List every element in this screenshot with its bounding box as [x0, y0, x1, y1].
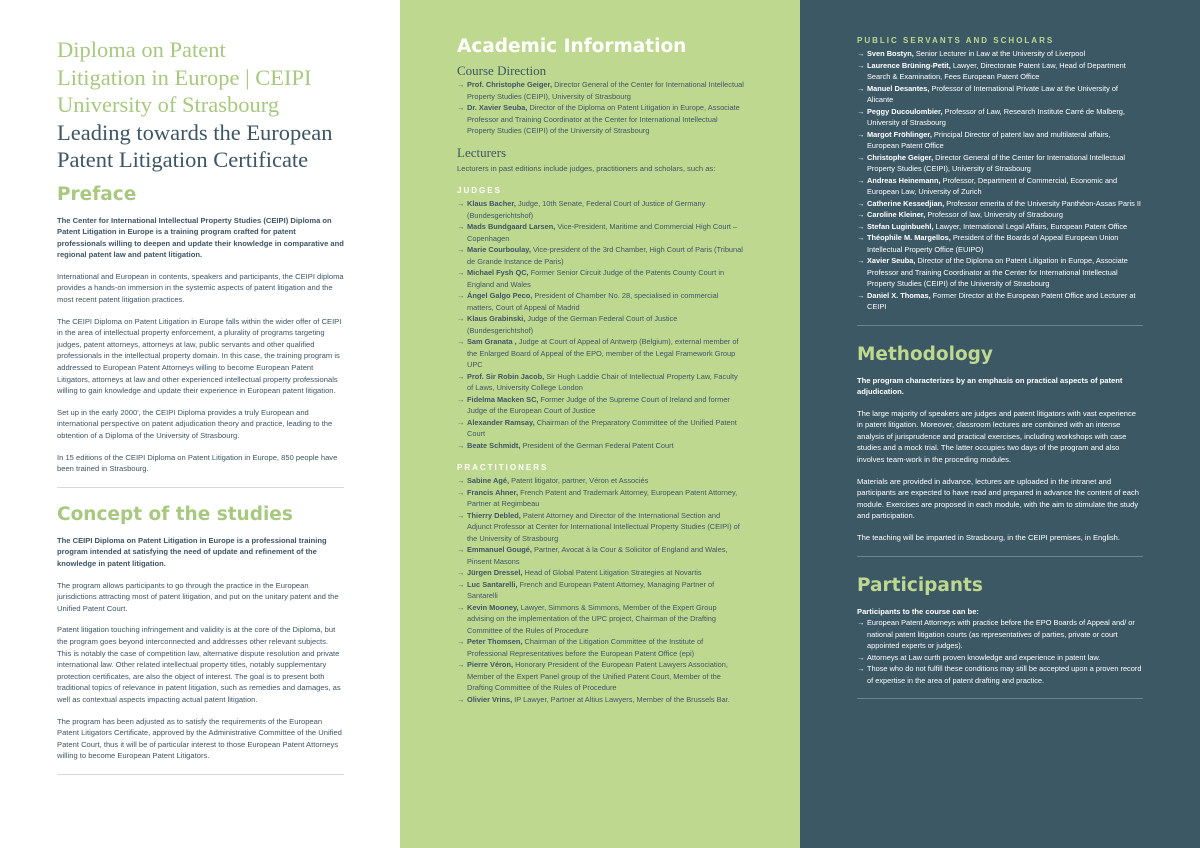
- person-name: Catherine Kessedjian,: [867, 198, 945, 208]
- preface-paragraph: The CEIPI Diploma on Patent Litigation in Europe falls within the wider offer of CEIPI in the area of intellectual property enforcement, a plurality of programs targeting judges, patent attorneys, attorneys at law, public servants and other qualified professionals in the intellectual property domain. In this case, the training program is addressed to European Patent Attorneys willing to become European Patent Litigators, attorneys at law and other experienced intellectual property professionals willing to gain knowledge and update their experience in European patent litigation.: [57, 316, 342, 396]
- person-description: Professor, Department of Commercial, Economic and European Law, University of Zurich: [867, 175, 1118, 196]
- list-item: [457, 602, 744, 637]
- person-description: Chairman of the Litigation Committee of the Institute of Professional Representatives before the European Patent Office (epi): [467, 637, 704, 658]
- person-name: Beate Schmidt,: [467, 440, 521, 450]
- person-name: Jürgen Dressel,: [467, 568, 523, 578]
- person-description: Lawyer, Directorate Patent Law, Head of Department Search & Examination, Fees European Patent Office: [867, 60, 1126, 81]
- person-name: Andreas Heinemann,: [867, 175, 941, 185]
- practitioners-list: [457, 475, 744, 705]
- person-description: Vice-president of the 3rd Chamber, High Court of Paris (Tribunal de Grande Instance de Paris): [467, 245, 743, 266]
- person-description: President of the Boards of Appeal European Union Intellectual Property Office (EUIPO): [867, 233, 1119, 254]
- person-description: Professor emerita of the University Panthéon-Assas Paris II: [944, 198, 1141, 208]
- person-description: Chairman of the Preparatory Committee of the Unified Patent Court: [467, 417, 737, 439]
- person-description: Lawyer, Simmons & Simmons, Member of the Expert Group advising on the implementation of the UPC project, Chairman of the Drafting Committee of the Rules of Procedure: [467, 602, 717, 635]
- list-item: [857, 175, 1143, 198]
- preface-intro: The Center for International Intellectual Property Studies (CEIPI) Diploma on Patent Litigation in Europe is a training program crafted for patent professionals willing to deepen and update their knowledge in comparative and regional patent law and patent litigation.: [57, 215, 344, 260]
- list-item: [857, 221, 1143, 233]
- person-name: Christophe Geiger,: [867, 152, 934, 162]
- person-description: Senior Lecturer in Law at the University of Liverpool: [913, 49, 1086, 58]
- person-name: Klaus Bacher,: [467, 199, 516, 209]
- person-description: Former Judge of the Supreme Court of Ireland and former Judge of the European Court of Justice: [467, 394, 730, 416]
- person-description: President of the German Federal Patent Court: [520, 440, 674, 450]
- column-left: [0, 0, 400, 848]
- concept-paragraph: Patent litigation touching infringement and validity is at the core of the Diploma, but the program goes beyond interconnected and addresses other relevant subjects. This is notably the case of competition law, alternative dispute resolution and private international law. Other related intellectual property titles, notably supplementary protection certificates, are also the object of interest. The goal is to present both traditional topics of relevance in patent litigation, such as remedies and damages, as well as contextual aspects impacting actual patent litigation.: [57, 625, 341, 704]
- list-item: [457, 198, 744, 221]
- person-description: Patent litigator, partner, Véron et Associés: [509, 476, 649, 486]
- person-description: Judge of the German Federal Court of Justice (Bundesgerichtshof): [467, 314, 678, 335]
- methodology-intro: The program characterizes by an emphasis on practical aspects of patent adjudication.: [857, 375, 1123, 397]
- person-description: Professor of law, University of Strasbourg: [925, 210, 1063, 219]
- list-item: [457, 371, 744, 394]
- list-item: [457, 394, 744, 417]
- person-name: Luc Santarelli,: [467, 579, 518, 589]
- list-item: [457, 636, 744, 659]
- divider: [57, 774, 344, 775]
- person-description: Professor of International Private Law at the University of Alicante: [867, 83, 1118, 104]
- list-item: [857, 209, 1143, 221]
- divider: [857, 556, 1143, 557]
- person-name: Théophile M. Margellos,: [867, 233, 951, 242]
- person-name: Marie Courboulay,: [467, 245, 531, 255]
- list-item: [857, 83, 1143, 106]
- list-item: [457, 79, 744, 102]
- person-name: Fidelma Macken SC,: [467, 394, 539, 404]
- list-item: → Those who do not fulfill these conditions may still be accepted upon a proven record of expertise in the area of patent drafting and practice.: [857, 663, 1143, 686]
- person-name: Margot Fröhlinger,: [867, 129, 932, 139]
- divider: [57, 487, 344, 488]
- judges-list: [457, 198, 744, 451]
- divider: [857, 325, 1143, 326]
- lecturers-intro: Lecturers in past editions include judges, practitioners and scholars, such as:: [457, 163, 716, 173]
- person-description: French and European Patent Attorney, Managing Partner of Santarelli: [467, 579, 715, 601]
- list-item: [457, 487, 744, 510]
- list-item: [857, 152, 1143, 175]
- person-name: Peter Thomsen,: [467, 637, 523, 647]
- person-name: Francis Ahner,: [467, 487, 519, 497]
- person-name: Sabine Agé,: [467, 476, 510, 486]
- scholars-list: [857, 48, 1143, 313]
- person-name: Xavier Seuba,: [867, 256, 916, 265]
- list-item: [457, 417, 744, 440]
- participants-list: [857, 617, 1143, 686]
- person-name: Olivier Vrins,: [467, 694, 513, 704]
- column-middle: [400, 0, 800, 848]
- person-name: Alexander Ramsay,: [467, 417, 535, 427]
- list-item: → Attorneys at Law curth proven knowledge and experience in patent law.: [857, 652, 1143, 664]
- academic-information-heading: Academic Information: [457, 36, 687, 57]
- person-description: Director of the Diploma on Patent Litigation in Europe, Associate Professor and Training Coordinator at the Center for International Intellectual Property Studies (CEIPI) of the University of Strasbourg: [867, 256, 1128, 288]
- methodology-paragraph: The teaching will be imparted in Strasbourg, in the CEIPI premises, in English.: [857, 533, 1120, 543]
- person-description: Director of the Diploma on Patent Litigation in Europe, Associate Professor and Training Coordinator at the Center for International Intellectual Property Studies (CEIPI) of the University of Strasbourg: [467, 103, 740, 135]
- column-right: [800, 0, 1200, 848]
- list-item: [457, 694, 744, 706]
- person-name: Prof. Sir Robin Jacob,: [467, 371, 545, 381]
- person-description: President of Chamber No. 28, specialised in commercial matters, Court of Appeal of Madrid: [467, 291, 719, 312]
- list-item: [857, 48, 1143, 60]
- person-name: Pierre Véron,: [467, 660, 514, 670]
- list-item: [857, 60, 1143, 83]
- list-item: [457, 579, 744, 602]
- list-item: [457, 544, 744, 567]
- person-name: Emmanuel Gougé,: [467, 545, 532, 555]
- person-name: Mads Bundgaard Larsen,: [467, 222, 556, 232]
- person-description: Director General of the Center for International Intellectual Property Studies (CEIPI), University of Strasbourg: [867, 152, 1125, 173]
- list-item: [857, 106, 1143, 129]
- methodology-paragraph: The large majority of speakers are judges and patent litigators with vast experience in patent litigation. Moreover, classroom lectures are combined with an intense analysis of jurisprudence and practical exercises, including workshops with case studies and a mock trial. The latter occupies two days of the program and also involves team-work in the proceding modules.: [857, 408, 1137, 465]
- person-description: Judge, 10th Senate, Federal Court of Justice of Germany (Bundesgerichtshof): [467, 199, 706, 220]
- person-description: Head of Global Patent Litigation Strategies at Novartis: [522, 568, 702, 578]
- person-description: French Patent and Trademark Attorney, European Patent Attorney, Partner at Regimbeau: [467, 487, 738, 509]
- practitioners-caption: PRACTITIONERS: [457, 463, 549, 473]
- list-item: [457, 336, 744, 371]
- person-description: Partner, Avocat à la Cour & Solicitor of England and Wales, Pinsent Masons: [467, 545, 728, 566]
- person-name: Michael Fysh QC,: [467, 268, 529, 278]
- person-name: Ángel Galgo Peco,: [467, 291, 533, 301]
- list-item: [457, 313, 744, 336]
- person-description: IP Lawyer, Partner at Altius Lawyers, Member of the Brussels Bar.: [512, 694, 730, 704]
- lecturers-heading: Lecturers: [457, 144, 507, 160]
- list-item: → European Patent Attorneys with practice before the EPO Boards of Appeal and/ or national patent litigation courts (as representatives of parties, private or court appointed experts or judges).: [857, 617, 1143, 652]
- preface-paragraph: International and European in contents, speakers and participants, the CEIPI diploma provides a hands-on immersion in the systemic aspects of patent litigation and the most recent patent litigation practices.: [57, 271, 344, 305]
- list-item: [857, 290, 1143, 313]
- person-name: Sam Granata ,: [467, 337, 517, 347]
- person-name: Manuel Desantes,: [867, 83, 930, 93]
- person-description: Principal Director of patent law and multilateral affairs, European Patent Office: [867, 129, 1111, 150]
- list-item: [457, 290, 744, 313]
- divider: [857, 698, 1143, 699]
- person-name: Peggy Ducoulombier,: [867, 106, 943, 116]
- person-description: Professor of Law, Research Institute Carré de Malberg, University of Strasbourg: [867, 106, 1125, 127]
- person-description: Former Senior Circuit Judge of the Patents County Court in England and Wales: [467, 268, 725, 289]
- person-name: Thierry Debled,: [467, 510, 521, 520]
- person-name: Laurence Brüning-Petit,: [867, 60, 951, 70]
- person-description: Vice-President, Maritime and Commercial High Court – Copenhagen: [467, 222, 738, 243]
- person-name: Daniel X. Thomas,: [867, 290, 931, 300]
- list-item: [457, 440, 744, 452]
- person-description: Former Director at the European Patent Office and Lecturer at CEIPI: [867, 290, 1136, 311]
- list-item: [857, 129, 1143, 152]
- concept-heading: Concept of the studies: [57, 503, 293, 525]
- methodology-heading: Methodology: [857, 343, 993, 365]
- course-direction-list: [457, 79, 744, 137]
- preface-heading: Preface: [57, 183, 137, 205]
- list-item: [457, 567, 744, 579]
- list-item: [457, 510, 744, 545]
- concept-intro: The CEIPI Diploma on Patent Litigation in Europe is a professional training program intended at satisfying the need of update and refinement of the knowledge in patent litigation.: [57, 535, 327, 568]
- preface-paragraph: In 15 editions of the CEIPI Diploma on Patent Litigation in Europe, 850 people have been trained in Strasbourg.: [57, 452, 338, 474]
- participants-heading: Participants: [857, 574, 983, 596]
- list-item: [457, 244, 744, 267]
- methodology-paragraph: Materials are provided in advance, lectures are uploaded in the intranet and participants are expected to have read and prepared in advance the content of each module. Exercises are proposed in each module, with the aim to stimulate the study and participation.: [857, 476, 1140, 521]
- person-name: Sven Bostyn,: [867, 49, 914, 58]
- course-direction-heading: Course Direction: [457, 63, 547, 78]
- list-item: [457, 267, 744, 290]
- person-description: Director General of the Center for International Intellectual Property Studies (CEIPI), University of Strasbourg: [467, 80, 744, 101]
- person-name: Klaus Grabinski,: [467, 314, 526, 324]
- person-name: Prof. Christophe Geiger,: [467, 80, 553, 89]
- person-name: Dr. Xavier Seuba,: [467, 103, 528, 112]
- document-subtitle: Leading towards the European Patent Litigation Certificate: [57, 119, 333, 172]
- list-item: [457, 659, 744, 694]
- list-item: [857, 255, 1143, 290]
- list-item: [857, 232, 1143, 255]
- person-description: Judge at Court of Appeal of Antwerp (Belgium), external member of the Enlarged Board of Appeal of the EPO, member of the Legal Framework Group UPC: [467, 337, 739, 370]
- person-description: Sir Hugh Laddie Chair of Intellectual Property Law, Faculty of Laws, University College London: [467, 371, 738, 393]
- concept-paragraph: The program allows participants to go through the practice in the European jurisdictions attracting most of patent litigation, and put on the unitary patent and the Unified Patent Court.: [57, 580, 339, 613]
- person-name: Kevin Mooney,: [467, 602, 519, 612]
- judges-caption: JUDGES: [457, 186, 502, 196]
- list-item: [457, 102, 744, 137]
- person-name: Stefan Luginbuehl,: [867, 221, 934, 231]
- person-description: Honorary President of the European Patent Lawyers Association, Member of the Expert Panel group of the Unified Patent Court, Member of the Drafting Committee of the Rules of Procedure: [467, 660, 728, 693]
- person-description: Lawyer, International Legal Affairs, European Patent Office: [933, 221, 1128, 231]
- list-item: [857, 198, 1143, 210]
- list-item: [457, 475, 744, 487]
- scholars-caption: PUBLIC SERVANTS AND SCHOLARS: [857, 36, 1055, 45]
- preface-paragraph: Set up in the early 2000', the CEIPI Diploma provides a truly European and international perspective on patent adjudication theory and practice, leading to the obtention of a Diploma of the University of Strasbourg.: [57, 407, 333, 440]
- document-title: Diploma on Patent Litigation in Europe | CEIPI University of Strasbourg: [57, 37, 312, 117]
- list-item: [457, 221, 744, 244]
- person-name: Caroline Kleiner,: [867, 210, 926, 219]
- person-description: Patent Attorney and Director of the International Section and Adjunct Professor at Center for International Intellectual Property Studies (CEIPI) of the University of Strasbourg: [467, 510, 740, 543]
- concept-paragraph: The program has been adjusted as to satisfy the requirements of the European Patent Litigators Certificate, approved by the Administrative Committee of the Unified Patent Court, thus it will be of particular interest to those European Patent Attorneys willing to become European Patent Litigators.: [57, 716, 342, 761]
- participants-intro: Participants to the course can be:: [857, 606, 979, 616]
